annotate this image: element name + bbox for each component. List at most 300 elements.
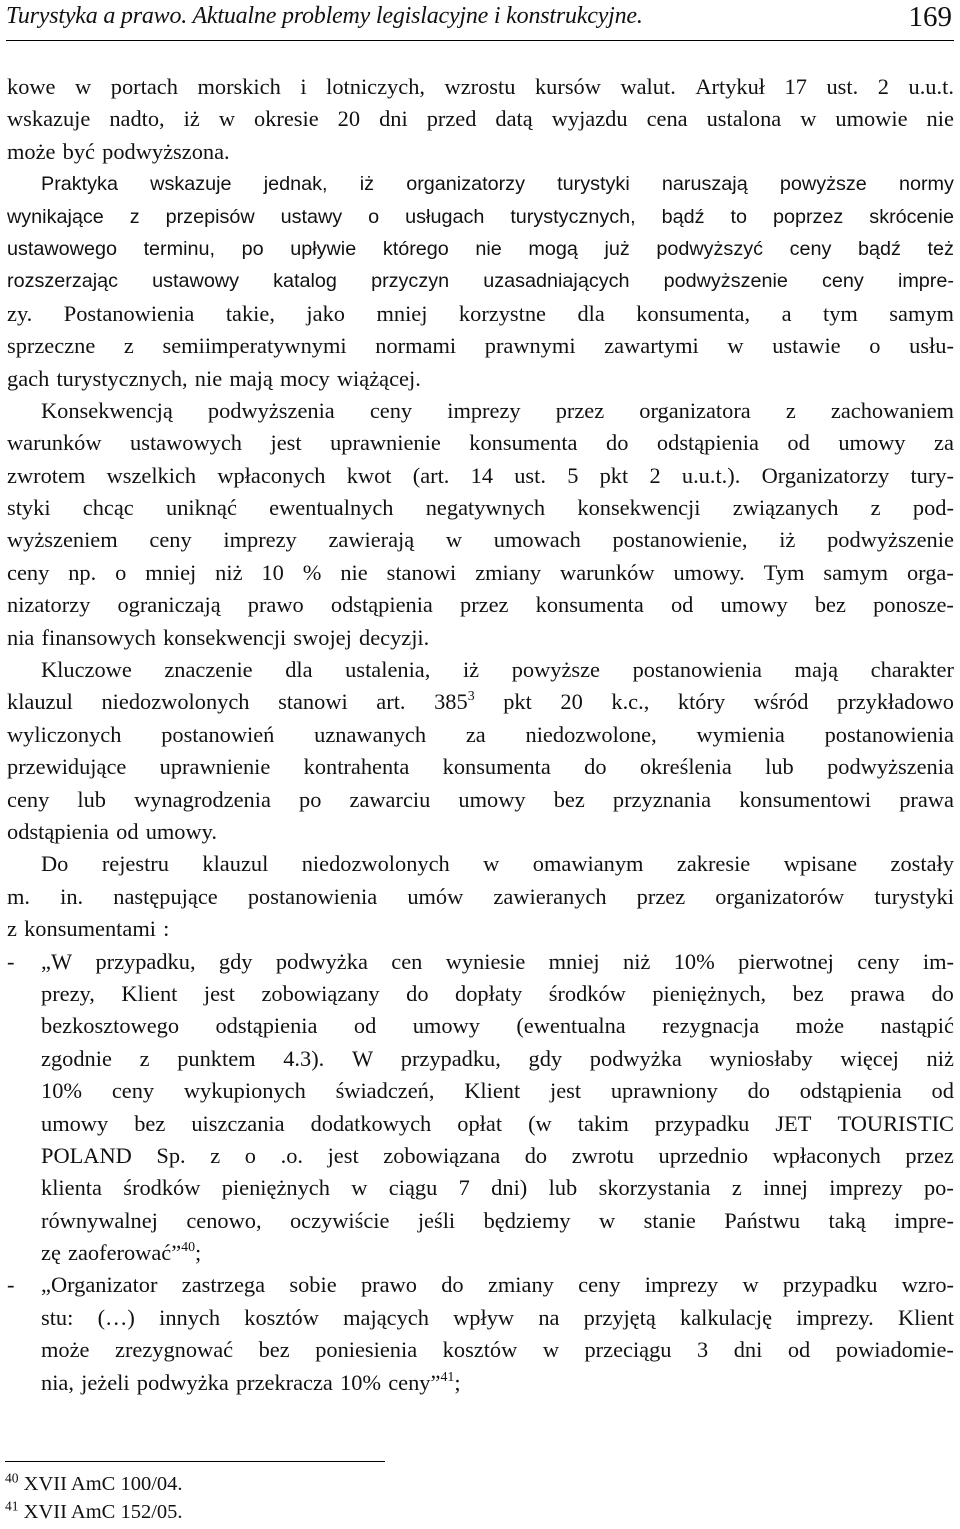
word: przed bbox=[426, 106, 477, 132]
word: Kluczowe bbox=[41, 657, 132, 683]
word: styki bbox=[7, 495, 51, 521]
word: : bbox=[163, 916, 170, 942]
footnote-number: 40 bbox=[5, 1470, 19, 1486]
word: wszelkich bbox=[106, 462, 197, 488]
word: lub bbox=[77, 786, 107, 812]
word: ceny bbox=[822, 270, 864, 293]
word: takie, bbox=[225, 300, 275, 326]
word: wiążącej. bbox=[336, 365, 421, 391]
word: klauzul bbox=[7, 689, 73, 715]
word: okresie bbox=[254, 106, 319, 132]
word: ustawie bbox=[772, 333, 841, 359]
word: od bbox=[787, 1337, 811, 1363]
word: turystyki bbox=[557, 173, 630, 196]
word: w bbox=[351, 1175, 368, 1201]
word: w bbox=[727, 333, 744, 359]
text-line bbox=[7, 1043, 954, 1075]
word: zastrzega bbox=[181, 1272, 266, 1298]
word: in. bbox=[60, 883, 84, 909]
word: nia, bbox=[41, 1369, 74, 1395]
word: (w bbox=[528, 1110, 552, 1136]
word: zawierają bbox=[328, 527, 415, 553]
word: przypadku bbox=[782, 1272, 878, 1298]
word: powyższe bbox=[779, 173, 867, 196]
word: wśród bbox=[753, 689, 809, 715]
text-line bbox=[7, 298, 954, 330]
word: przyczyn bbox=[371, 270, 450, 293]
word: podwyższenia bbox=[827, 754, 954, 780]
word: wzro- bbox=[901, 1272, 954, 1298]
word: zobowiązany bbox=[261, 980, 380, 1006]
word: oczywiście bbox=[289, 1207, 390, 1233]
word: 10% bbox=[673, 948, 715, 974]
word: jeżeli bbox=[81, 1369, 130, 1395]
word: mniej bbox=[145, 559, 197, 585]
word: ustawowy bbox=[152, 270, 240, 293]
word: odstąpienia bbox=[215, 1013, 318, 1039]
word: Postanowienia bbox=[63, 300, 195, 326]
word: sprzeczne bbox=[7, 333, 96, 359]
word: portach bbox=[110, 74, 178, 99]
word: prezy, bbox=[41, 980, 95, 1006]
word: imprezy. bbox=[796, 1304, 874, 1330]
word: bądź bbox=[661, 205, 705, 228]
word: zrezygnować bbox=[115, 1337, 234, 1363]
word: kursów bbox=[534, 74, 601, 99]
text-line bbox=[7, 1075, 954, 1107]
word: walut. bbox=[620, 74, 676, 99]
word: iż bbox=[779, 527, 796, 553]
word: warunków bbox=[560, 559, 655, 585]
word: zawarciu bbox=[349, 786, 431, 812]
word: normy bbox=[898, 173, 954, 196]
word: „Organizator bbox=[41, 1272, 158, 1298]
word: samym bbox=[823, 559, 889, 585]
word: dodatkowych bbox=[310, 1110, 432, 1136]
word: swojej bbox=[293, 624, 352, 650]
word: konsekwencji bbox=[577, 495, 701, 521]
word: takim bbox=[577, 1110, 629, 1136]
word: pkt bbox=[503, 689, 532, 715]
word: JET bbox=[775, 1110, 812, 1136]
text-line bbox=[7, 524, 954, 556]
word: organizatorzy bbox=[406, 173, 525, 196]
word: do bbox=[931, 980, 954, 1006]
word: cena bbox=[646, 106, 688, 132]
word: 3 bbox=[697, 1337, 709, 1363]
word: z bbox=[7, 916, 17, 942]
text-line bbox=[7, 1334, 954, 1366]
word: podwyżka bbox=[275, 948, 368, 974]
word: Sp. bbox=[156, 1142, 186, 1168]
word: katalog bbox=[273, 270, 337, 293]
word: Państwu bbox=[724, 1207, 801, 1233]
word: $385^3$ bbox=[434, 689, 475, 715]
word: wymienia bbox=[696, 721, 785, 747]
word: wyniosłaby bbox=[709, 1045, 813, 1071]
word: zgodnie bbox=[41, 1045, 112, 1071]
text-line bbox=[7, 1302, 954, 1334]
word: bez bbox=[792, 980, 824, 1006]
footnote-40 bbox=[5, 1470, 183, 1498]
word: mniej bbox=[548, 948, 600, 974]
word: przykładowo bbox=[837, 689, 954, 715]
word: niż bbox=[215, 559, 243, 585]
word: (ewentualna bbox=[516, 1013, 626, 1039]
superscript: 41 bbox=[440, 1369, 455, 1385]
word: wskazuje bbox=[7, 106, 91, 132]
word: semiimperatywnymi bbox=[162, 333, 347, 359]
word: tury- bbox=[910, 462, 954, 488]
text-line bbox=[7, 492, 954, 524]
word: organizatora bbox=[639, 397, 751, 423]
word: zwrotu bbox=[571, 1142, 634, 1168]
footnote-text: XVII AmC 152/05. bbox=[18, 1501, 183, 1523]
word: z bbox=[870, 495, 881, 521]
word: klauzul bbox=[202, 851, 269, 877]
word: podwyższyć bbox=[656, 237, 763, 260]
word: iż bbox=[183, 106, 200, 132]
word: turystyki bbox=[874, 883, 954, 909]
word: uzasadniających bbox=[483, 270, 630, 293]
word: może bbox=[41, 1337, 90, 1363]
word: cen bbox=[391, 948, 423, 974]
word: w bbox=[445, 527, 463, 553]
text-line bbox=[7, 751, 954, 783]
word: przeciągu bbox=[584, 1337, 672, 1363]
word: do bbox=[441, 1272, 464, 1298]
word: dni) bbox=[491, 1175, 528, 1201]
word: POLAND bbox=[41, 1142, 132, 1168]
word: może bbox=[7, 138, 56, 164]
word: przypadku, bbox=[400, 1045, 501, 1071]
word: wpływ bbox=[453, 1304, 515, 1330]
word: od bbox=[116, 818, 139, 844]
word: jest bbox=[270, 430, 302, 456]
word: gdy bbox=[218, 948, 253, 974]
word: nia bbox=[7, 624, 35, 650]
word: środków bbox=[123, 1175, 201, 1201]
word: od bbox=[787, 430, 810, 456]
word: ceny bbox=[789, 237, 832, 260]
word: u.u.t. bbox=[908, 74, 954, 99]
word: od bbox=[931, 1078, 954, 1104]
text-line bbox=[7, 460, 954, 492]
word: bez bbox=[553, 786, 585, 812]
word: Artykuł bbox=[695, 74, 765, 99]
word: ponosze- bbox=[873, 592, 954, 618]
word: dni bbox=[379, 106, 408, 132]
word: ustawowego bbox=[7, 237, 117, 260]
word: bez bbox=[814, 592, 846, 618]
word: mają bbox=[794, 657, 839, 683]
text-line bbox=[7, 913, 954, 945]
word: bez bbox=[134, 1110, 166, 1136]
word: ciągu bbox=[388, 1175, 438, 1201]
word: orga- bbox=[906, 559, 954, 585]
footnote-41 bbox=[5, 1498, 183, 1526]
text-line bbox=[7, 784, 954, 816]
word: ust. bbox=[514, 462, 546, 488]
word: nadto, bbox=[109, 106, 165, 132]
text-line bbox=[7, 719, 954, 751]
word: im- bbox=[922, 948, 954, 974]
word: uznawanych bbox=[314, 721, 427, 747]
word: prawa bbox=[850, 980, 905, 1006]
word: dopłaty bbox=[455, 980, 523, 1006]
word: pieniężnych, bbox=[652, 980, 767, 1006]
word: Klient bbox=[121, 980, 178, 1006]
word: nizatorzy bbox=[7, 592, 91, 618]
word: powiadomie- bbox=[835, 1337, 954, 1363]
word: pierwotnej bbox=[738, 948, 834, 974]
word: skrócenie bbox=[869, 205, 954, 228]
word: do bbox=[747, 1078, 770, 1104]
word: mają bbox=[229, 365, 273, 391]
word: prawo bbox=[247, 592, 304, 618]
superscript: 3 bbox=[467, 689, 475, 705]
word: ceny bbox=[149, 527, 192, 553]
word: świadczeń, bbox=[335, 1078, 435, 1104]
word: związanych bbox=[732, 495, 839, 521]
text-line bbox=[7, 201, 954, 233]
word: uprawnienie bbox=[159, 754, 271, 780]
word: Tym bbox=[763, 559, 805, 585]
word: zawartymi bbox=[604, 333, 699, 359]
word: gdy bbox=[528, 1045, 563, 1071]
word: przez bbox=[905, 1142, 954, 1168]
word: środków bbox=[548, 980, 626, 1006]
word: iż bbox=[462, 657, 480, 683]
footnote-number: 41 bbox=[5, 1498, 19, 1514]
word: przypadku, bbox=[95, 948, 196, 974]
word: zakresie bbox=[676, 851, 751, 877]
word: prawo bbox=[360, 1272, 417, 1298]
word: od bbox=[670, 592, 694, 618]
superscript: 40 bbox=[181, 1240, 196, 1256]
word: mniej bbox=[376, 300, 428, 326]
word: przez bbox=[555, 397, 605, 423]
word: kwot bbox=[346, 462, 392, 488]
word: bez bbox=[258, 1337, 290, 1363]
word: w bbox=[800, 106, 817, 132]
word: jeśli bbox=[417, 1207, 456, 1233]
word: o bbox=[115, 559, 127, 585]
word: za bbox=[934, 430, 954, 456]
word: podwyższenia bbox=[207, 397, 335, 423]
word: ceny”$^{41}$; bbox=[388, 1369, 461, 1395]
word: umowy bbox=[720, 592, 788, 618]
word: nie bbox=[475, 237, 502, 260]
word: uiszczania bbox=[191, 1110, 285, 1136]
word: przypadku bbox=[654, 1110, 750, 1136]
word: stanie bbox=[643, 1207, 696, 1233]
word: dla bbox=[577, 300, 605, 326]
text-line bbox=[7, 1140, 954, 1172]
text-line bbox=[7, 848, 954, 880]
word: skorzystania bbox=[598, 1175, 711, 1201]
word: stu: bbox=[41, 1304, 74, 1330]
word: niż bbox=[623, 948, 651, 974]
word: z bbox=[785, 397, 796, 423]
word: do bbox=[406, 980, 429, 1006]
word: przewidujące bbox=[7, 754, 127, 780]
word: TOURISTIC bbox=[837, 1110, 954, 1136]
word: odstąpienia bbox=[330, 592, 433, 618]
word: dla bbox=[285, 657, 313, 683]
word: 14 bbox=[470, 462, 494, 488]
word: w bbox=[218, 106, 235, 132]
word: turystycznych, bbox=[510, 205, 636, 228]
word: morskich bbox=[197, 74, 281, 99]
word: jest bbox=[549, 1078, 582, 1104]
word: jako bbox=[306, 300, 345, 326]
word: 10% bbox=[41, 1078, 83, 1104]
word: Organizatorzy bbox=[761, 462, 890, 488]
word: normami bbox=[375, 333, 457, 359]
word: w bbox=[599, 1207, 616, 1233]
word: mających bbox=[343, 1304, 429, 1330]
word: W bbox=[351, 1045, 374, 1071]
text-line bbox=[7, 1010, 954, 1042]
word: pkt bbox=[599, 462, 629, 488]
word: po bbox=[241, 237, 264, 260]
word: niż bbox=[926, 1045, 954, 1071]
text-line bbox=[7, 557, 954, 589]
word: turystycznych, bbox=[56, 365, 188, 391]
word: i bbox=[300, 74, 307, 99]
word: innych bbox=[159, 1304, 221, 1330]
word: gach bbox=[7, 365, 50, 391]
word: konsekwencji bbox=[163, 624, 287, 650]
word: imprezy bbox=[829, 1175, 903, 1201]
word: nie bbox=[340, 559, 368, 585]
word: za bbox=[465, 721, 486, 747]
word: lotniczych, bbox=[326, 74, 425, 99]
word: po- bbox=[923, 1175, 954, 1201]
word: datą bbox=[495, 106, 533, 132]
word: ustalona bbox=[706, 106, 782, 132]
word: z bbox=[129, 205, 140, 228]
word: Praktyka bbox=[41, 173, 118, 196]
word: „W bbox=[41, 948, 73, 974]
word: zostały bbox=[890, 851, 954, 877]
word: zwrotem bbox=[7, 462, 86, 488]
word: umowy bbox=[41, 1110, 109, 1136]
word: pod- bbox=[912, 495, 954, 521]
word: 17 bbox=[784, 74, 807, 99]
word: wynikające bbox=[7, 205, 104, 228]
text-line bbox=[7, 881, 954, 913]
footnotes bbox=[5, 1470, 183, 1526]
word: prawa bbox=[899, 786, 954, 812]
word: umowy bbox=[458, 786, 526, 812]
word: równywalnej bbox=[41, 1207, 158, 1233]
word: chcąc bbox=[82, 495, 134, 521]
word: u.u.t.). bbox=[681, 462, 741, 488]
word: charakter bbox=[870, 657, 954, 683]
header-title: Turystyka a prawo. Aktualne problemy legislacyjne i konstrukcyjne. bbox=[6, 3, 643, 29]
word: impre- bbox=[897, 270, 954, 293]
word: tym bbox=[822, 300, 858, 326]
word: upływie bbox=[290, 237, 357, 260]
word: konsumenta, bbox=[636, 300, 751, 326]
text-line bbox=[7, 136, 954, 168]
word: konsumenta bbox=[535, 592, 644, 618]
word: uprawnienie bbox=[330, 430, 441, 456]
word: wyniesie bbox=[445, 948, 526, 974]
word: usłu- bbox=[909, 333, 954, 359]
word: k.c., bbox=[611, 689, 650, 715]
word: z bbox=[731, 1175, 742, 1201]
word: ewentualnych bbox=[269, 495, 394, 521]
word: uprzednio bbox=[658, 1142, 749, 1168]
word: rezygnacja bbox=[662, 1013, 760, 1039]
word: przepisów bbox=[165, 205, 255, 228]
word: zmiany bbox=[475, 559, 542, 585]
word: finansowych bbox=[41, 624, 156, 650]
word: wskazuje bbox=[150, 173, 232, 196]
word: w bbox=[542, 1337, 559, 1363]
word: umowy. bbox=[673, 559, 745, 585]
word: zę bbox=[41, 1240, 61, 1266]
word: postanowienia bbox=[247, 883, 378, 909]
text-line bbox=[7, 816, 954, 848]
word: stanowi bbox=[386, 559, 457, 585]
text-line bbox=[7, 1269, 954, 1301]
text-line bbox=[7, 1172, 954, 1204]
word: opłat bbox=[457, 1110, 503, 1136]
word: jest bbox=[203, 980, 235, 1006]
footnote-text: XVII AmC 100/04. bbox=[18, 1473, 183, 1495]
word: postanowienia bbox=[632, 657, 762, 683]
word: imprezy bbox=[223, 527, 297, 553]
word: umów bbox=[407, 883, 464, 909]
word: ust. bbox=[826, 74, 859, 99]
running-header bbox=[6, 0, 954, 41]
word: uprawniony bbox=[610, 1078, 718, 1104]
word: imprezy bbox=[644, 1272, 719, 1298]
text-line bbox=[7, 1108, 954, 1140]
word: kosztów bbox=[442, 1337, 518, 1363]
word: 5 bbox=[567, 462, 579, 488]
word: podwyżka bbox=[136, 1369, 229, 1395]
word: prawnymi bbox=[484, 333, 576, 359]
word: klienta bbox=[41, 1175, 102, 1201]
word: to bbox=[730, 205, 747, 228]
word: 2 bbox=[877, 74, 889, 99]
word: ceny bbox=[578, 1272, 621, 1298]
word: na bbox=[538, 1304, 560, 1330]
list-dash-marker: - bbox=[7, 948, 15, 974]
word: kontrahenta bbox=[303, 754, 410, 780]
word: być bbox=[62, 138, 95, 164]
word: pieniężnych bbox=[221, 1175, 330, 1201]
word: .o. bbox=[280, 1142, 303, 1168]
word: korzystne bbox=[458, 300, 546, 326]
word: podwyższenie bbox=[827, 527, 954, 553]
word: zmiany bbox=[487, 1272, 554, 1298]
word: od bbox=[353, 1013, 377, 1039]
word: umowie bbox=[835, 106, 908, 132]
text-line bbox=[7, 978, 954, 1010]
word: niedozwolone, bbox=[525, 721, 657, 747]
word: taką bbox=[828, 1207, 866, 1233]
word: poprzez bbox=[772, 205, 844, 228]
word: omawianym bbox=[532, 851, 644, 877]
word: będziemy bbox=[483, 1207, 571, 1233]
word: ceny bbox=[7, 559, 50, 585]
